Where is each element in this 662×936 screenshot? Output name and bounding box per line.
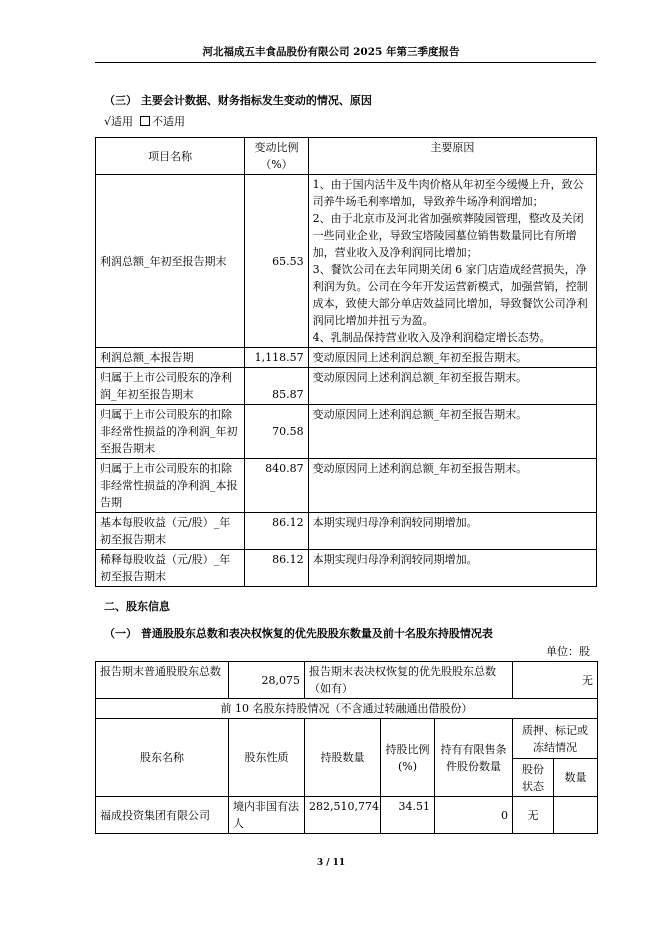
row-reason: 变动原因同上述利润总额_年初至报告期末。	[308, 405, 596, 459]
total-holders-value: 28,075	[229, 662, 305, 699]
row-item: 归属于上市公司股东的扣除非经常性损益的净利润_本报告期	[96, 459, 245, 513]
page-number: 3 / 11	[316, 858, 346, 868]
preferred-holders-value: 无	[513, 662, 598, 699]
row-reason: 变动原因同上述利润总额_年初至报告期末。	[308, 459, 596, 513]
report-header-title: 河北福成五丰食品股份有限公司 2025 年第三季度报告	[202, 46, 460, 58]
header-name: 股东名称	[96, 719, 229, 797]
holder-shares: 282,510,774	[305, 797, 381, 834]
table-row	[96, 699, 598, 719]
table-row	[96, 797, 598, 834]
row-item: 稀释每股收益（元/股）_年初至报告期末	[96, 550, 245, 587]
header-restricted: 持有有限售条件股份数量	[435, 719, 513, 797]
table-row	[96, 405, 597, 459]
section-subtitle: （一） 普通股股东总数和表决权恢复的优先股股东数量及前十名股东持股情况表	[104, 627, 493, 640]
applicable-option: √适用	[104, 115, 134, 128]
section-title: 二、股东信息	[104, 600, 170, 613]
row-reason: 本期实现归母净利润较同期增加。	[308, 513, 596, 550]
applicability-options	[104, 113, 185, 129]
header-qty: 数量	[554, 759, 598, 797]
top10-caption: 前 10 名股东持股情况（不含通过转融通出借股份）	[96, 699, 598, 719]
holder-qty	[554, 797, 598, 834]
header-status: 股份状态	[513, 759, 554, 797]
table-row	[96, 368, 597, 405]
table-row	[96, 348, 597, 368]
row-item: 基本每股收益（元/股）_年初至报告期末	[96, 513, 245, 550]
header-pledge: 质押、标记或冻结情况	[513, 719, 598, 759]
row-reason: 1、由于国内活牛及牛肉价格从年初至今缓慢上升，致公司养牛场毛利率增加，导致养牛场净利润增加； 2、由于北京市及河北省加强殡葬陵园管理，整改及关闭一些同业企业，导致宝塔陵园墓位销售数量同比有所增加，营业收入及净利润同比增加； 3、餐饮公司在去年同期关闭 6 家门店造成经营损失，净利润为负。公司在今年开发运营新模式，加强营销，控制成本，致使大部分单店效益同比增加，导致餐饮公司净利润同比增加并扭亏为盈。 4、乳制品保持营业收入及净利润稳定增长态势。	[308, 175, 596, 348]
checkbox-icon	[140, 116, 150, 126]
header-reason: 主要原因	[308, 138, 596, 175]
row-item: 归属于上市公司股东的净利润_年初至报告期末	[96, 368, 245, 405]
row-ratio: 70.58	[245, 405, 308, 459]
row-item: 利润总额_本报告期	[96, 348, 245, 368]
row-item: 归属于上市公司股东的扣除非经常性损益的净利润_年初至报告期末	[96, 405, 245, 459]
holder-status: 无	[513, 797, 554, 834]
preferred-holders-label: 报告期末表决权恢复的优先股股东总数（如有）	[305, 662, 513, 699]
table-row	[96, 175, 597, 348]
not-applicable-option: 不适用	[152, 115, 186, 128]
table-row	[96, 459, 597, 513]
header-shares: 持股数量	[305, 719, 381, 797]
table-header-row	[96, 719, 598, 759]
row-ratio: 840.87	[245, 459, 308, 513]
change-reasons-table	[95, 137, 597, 587]
unit-label: 单位：股	[546, 645, 590, 658]
row-reason: 本期实现归母净利润较同期增加。	[308, 550, 596, 587]
holder-name: 福成投资集团有限公司	[96, 797, 229, 834]
holder-nature: 境内非国有法人	[229, 797, 305, 834]
row-ratio: 65.53	[245, 175, 308, 348]
row-ratio: 85.87	[245, 368, 308, 405]
header-rule	[95, 62, 596, 63]
row-ratio: 86.12	[245, 513, 308, 550]
row-reason: 变动原因同上述利润总额_年初至报告期末。	[308, 368, 596, 405]
holder-restricted: 0	[435, 797, 513, 834]
shareholder-table	[95, 661, 598, 834]
header-nature: 股东性质	[229, 719, 305, 797]
row-item: 利润总额_年初至报告期末	[96, 175, 245, 348]
header-ratio: 变动比例（%）	[245, 138, 308, 175]
table-row	[96, 550, 597, 587]
row-ratio: 86.12	[245, 550, 308, 587]
section-title: （三） 主要会计数据、财务指标发生变动的情况、原因	[104, 94, 372, 107]
header-ratio: 持股比例(%)	[381, 719, 435, 797]
row-reason: 变动原因同上述利润总额_年初至报告期末。	[308, 348, 596, 368]
table-row	[96, 513, 597, 550]
total-holders-label: 报告期末普通股股东总数	[96, 662, 229, 699]
table-header-row	[96, 138, 597, 175]
holder-ratio: 34.51	[381, 797, 435, 834]
row-ratio: 1,118.57	[245, 348, 308, 368]
table-row	[96, 662, 598, 699]
header-item: 项目名称	[96, 138, 245, 175]
